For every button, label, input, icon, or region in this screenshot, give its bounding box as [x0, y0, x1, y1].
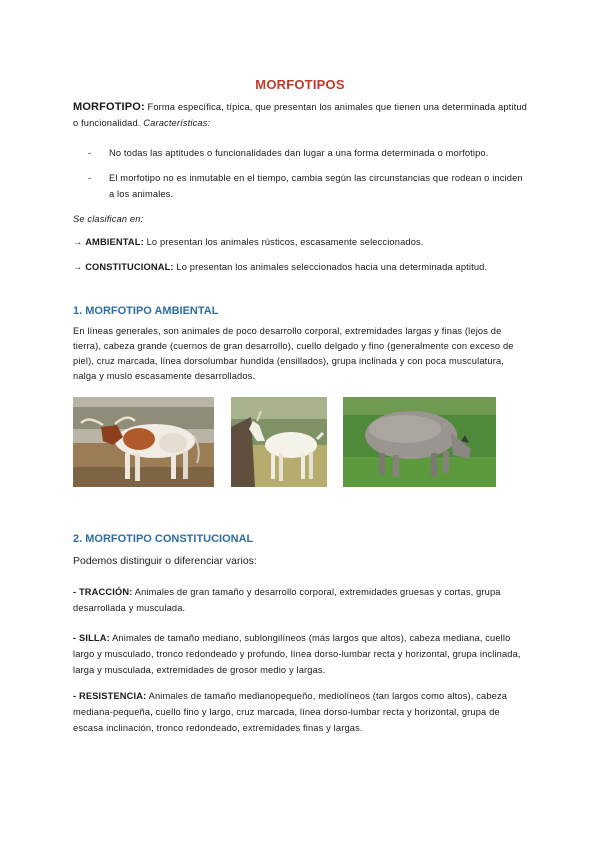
definition-tail: Características: — [143, 118, 211, 128]
section-ambiental-text: En líneas generales, son animales de poco desarrollo corporal, extremidades largas y finas (lejos de tierra), cabeza grande (cuernos de gran desarrollo), cuello delgado y fino (generalmente con exceso de piel), cruz marcada, línea dorsolumbar hundida (ensillados), grupa inclinada y con poca musculatura, nalga y muslo escasamente desarrollados. — [73, 326, 514, 381]
arrow-glyph: → — [73, 262, 86, 272]
section-constitucional-intro: Podemos distinguir o diferenciar varios: — [73, 555, 257, 567]
section-heading-ambiental: 1. MORFOTIPO AMBIENTAL — [73, 305, 219, 317]
type-traccion — [73, 584, 525, 616]
arrow-glyph: → — [73, 237, 86, 247]
type-text: Animales de tamaño mediano, sublongilíneos (más largos que altos), cabeza mediana, cuello largo y musculado, tronco redondeado y profundo, línea dorso-lumbar recta y horizontal, grupa inclinada, larga y musculada, extremidades de grosor medio y largas. — [73, 633, 521, 675]
bullet-dash: - — [88, 148, 92, 158]
type-term: - TRACCIÓN: — [73, 587, 133, 597]
type-text: Animales de tamaño medianopequeño, mediolíneos (tan largos como altos), cabeza mediana-pequeña, cuello fino y largo, cruz marcada, línea dorso-lumbar recta y horizontal, grupa de escasa inclinación, tronco redondeado, extremidades finas y largas. — [73, 691, 508, 733]
class-ambiental — [73, 234, 529, 250]
type-term: - RESISTENCIA: — [73, 691, 147, 701]
section-heading-constitucional: 2. MORFOTIPO CONSTITUCIONAL — [73, 533, 254, 545]
goat-photo — [231, 397, 327, 487]
page-title: MORFOTIPOS — [255, 77, 345, 92]
classify-label: Se clasifican en: — [73, 214, 144, 224]
type-resistencia — [73, 688, 527, 736]
bullet-text: El morfotipo no es inmutable en el tiempo, cambia según las circunstancias que rodean o inciden a los animales. — [109, 173, 523, 199]
type-term: - SILLA: — [73, 633, 110, 643]
class-text: Lo presentan los animales seleccionados hacia una determinada aptitud. — [173, 262, 488, 272]
class-term: AMBIENTAL: — [85, 237, 144, 247]
cattle-photo — [73, 397, 214, 487]
class-constitucional — [73, 259, 529, 275]
definition-text: Forma específica, típica, que presentan los animales que tienen una determinada aptitud o funcionalidad. — [73, 102, 527, 128]
type-text: Animales de gran tamaño y desarrollo corporal, extremidades gruesas y cortas, grupa desarrollada y musculada. — [73, 587, 501, 613]
bullet-dash: - — [88, 173, 92, 183]
definition-term: MORFOTIPO: — [73, 101, 145, 113]
bullet-text: No todas las aptitudes o funcionalidades dan lugar a una forma determinada o morfotipo. — [109, 148, 489, 158]
type-silla — [73, 630, 531, 678]
class-term: CONSTITUCIONAL: — [85, 262, 174, 272]
definition-paragraph — [73, 99, 529, 131]
pig-photo — [343, 397, 496, 487]
class-text: Lo presentan los animales rústicos, escasamente seleccionados. — [143, 237, 424, 247]
